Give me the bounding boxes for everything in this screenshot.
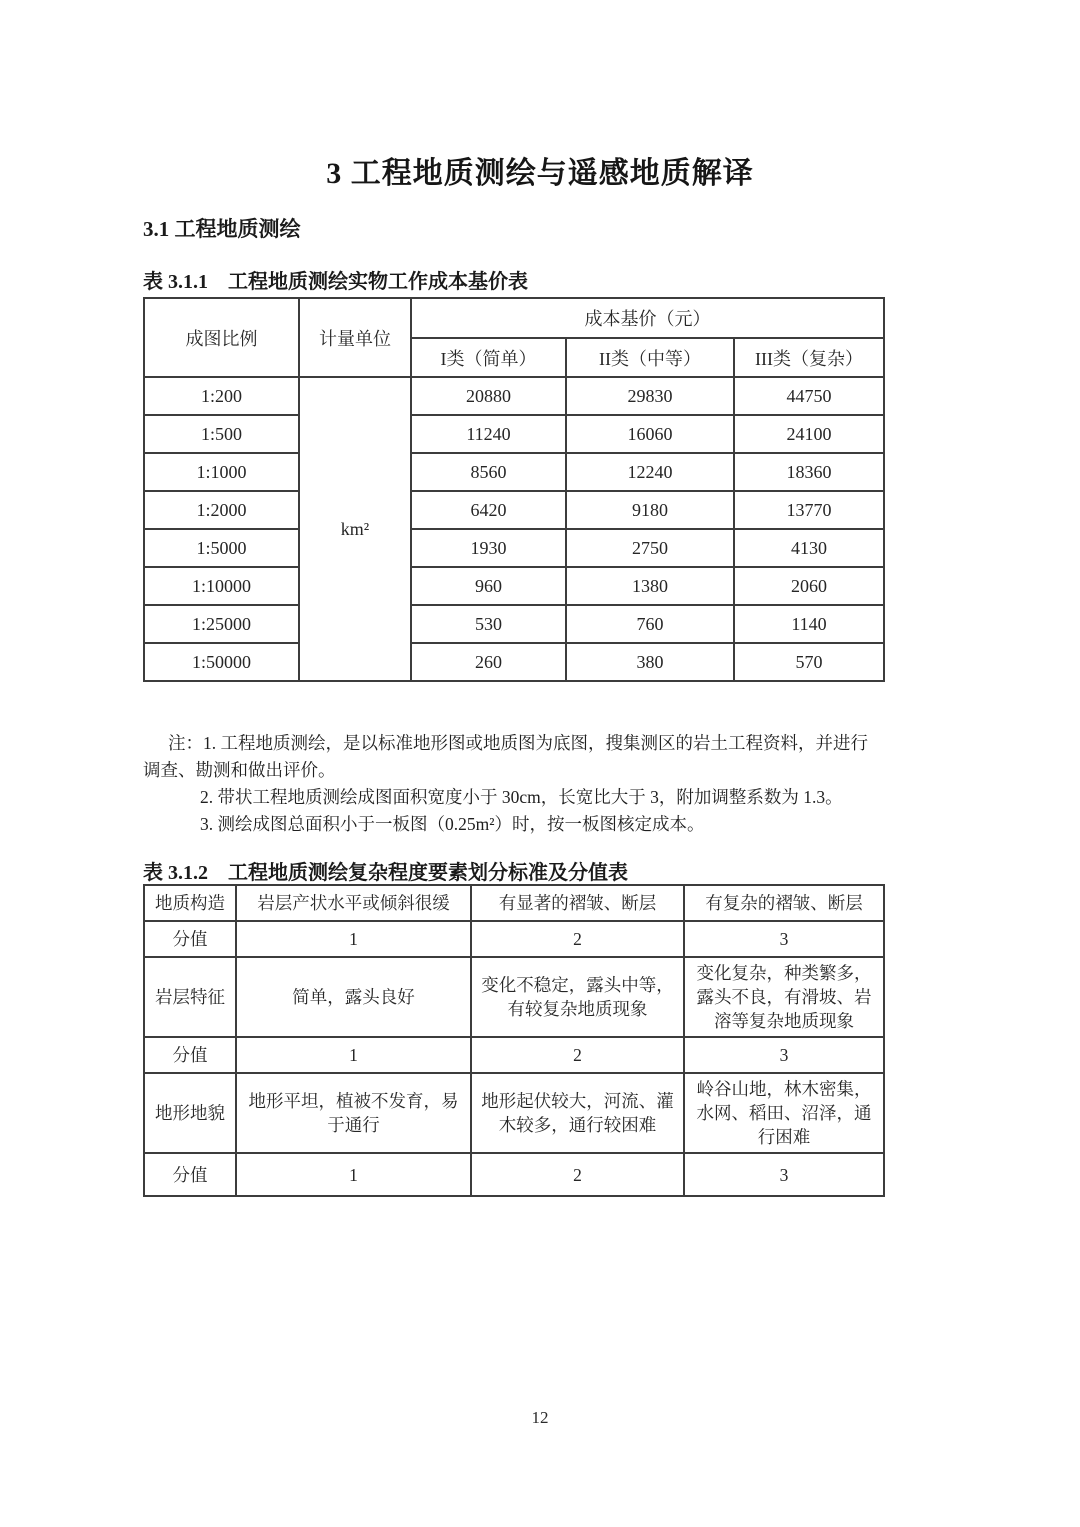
criteria-cell: 岭谷山地，林木密集，水网、稻田、沼泽，通行困难 [684,1073,884,1153]
page-title: 3 工程地质测绘与遥感地质解译 [326,157,754,190]
price-cell: 570 [734,643,884,681]
criteria-cell: 变化复杂，种类繁多，露头不良，有滑坡、岩溶等复杂地质现象 [684,957,884,1037]
price-cell: 380 [566,643,734,681]
table-row [144,415,884,453]
price-cell: 18360 [734,453,884,491]
criteria-cell: 地形平坦，植被不发育，易于通行 [236,1073,471,1153]
price-cell: 1140 [734,605,884,643]
criteria-cell: 有复杂的褶皱、断层 [684,885,884,921]
score-cell: 3 [684,1153,884,1196]
scale-cell: 1:50000 [144,643,299,681]
table-row [144,643,884,681]
price-cell: 13770 [734,491,884,529]
note-line-2: 2. 带状工程地质测绘成图面积宽度小于 30cm，长宽比大于 3，附加调整系数为 1.3。 [200,787,843,807]
factor-label-cell: 岩层特征 [144,957,236,1037]
score-cell: 1 [236,1037,471,1073]
table-row [144,453,884,491]
price-cell: 260 [411,643,566,681]
table1-header-cost-group: 成本基价（元） [411,298,884,338]
factor-label-cell: 分值 [144,1037,236,1073]
table-row [144,1153,884,1196]
price-cell: 960 [411,567,566,605]
price-cell: 12240 [566,453,734,491]
price-cell: 760 [566,605,734,643]
factor-label-cell: 分值 [144,1153,236,1196]
price-cell: 20880 [411,377,566,415]
section-heading: 3.1 工程地质测绘 [143,217,301,241]
complexity-criteria-table [143,884,885,1197]
factor-label-cell: 地质构造 [144,885,236,921]
scale-cell: 1:5000 [144,529,299,567]
price-cell: 4130 [734,529,884,567]
unit-cell: km² [299,377,411,681]
criteria-cell: 变化不稳定，露头中等，有较复杂地质现象 [471,957,684,1037]
score-cell: 2 [471,1153,684,1196]
table-row [144,921,884,957]
table-row [144,1073,884,1153]
note-line-3: 3. 测绘成图总面积小于一板图（0.25m²）时，按一板图核定成本。 [200,814,705,834]
note-line-1: 注：1. 工程地质测绘，是以标准地形图或地质图为底图，搜集测区的岩土工程资料，并进行 [168,733,868,753]
table1-header-scale: 成图比例 [144,298,299,377]
scale-cell: 1:1000 [144,453,299,491]
score-cell: 2 [471,921,684,957]
scale-cell: 1:10000 [144,567,299,605]
criteria-cell: 地形起伏较大，河流、灌木较多，通行较困难 [471,1073,684,1153]
table-row [144,605,884,643]
price-cell: 11240 [411,415,566,453]
scale-cell: 1:25000 [144,605,299,643]
price-cell: 24100 [734,415,884,453]
table1-notes [143,730,955,838]
price-cell: 2750 [566,529,734,567]
price-cell: 29830 [566,377,734,415]
price-cell: 44750 [734,377,884,415]
table2-caption: 表 3.1.2 工程地质测绘复杂程度要素划分标准及分值表 [143,862,628,884]
table-row [144,377,884,415]
price-cell: 2060 [734,567,884,605]
price-cell: 1380 [566,567,734,605]
score-cell: 1 [236,921,471,957]
scale-cell: 1:200 [144,377,299,415]
table1-header-class1: I类（简单） [411,338,566,377]
table-row [144,567,884,605]
page-number: 12 [531,1408,549,1427]
scale-cell: 1:500 [144,415,299,453]
criteria-cell: 简单，露头良好 [236,957,471,1037]
factor-label-cell: 地形地貌 [144,1073,236,1153]
score-cell: 2 [471,1037,684,1073]
price-cell: 9180 [566,491,734,529]
price-cell: 1930 [411,529,566,567]
price-cell: 8560 [411,453,566,491]
score-cell: 3 [684,921,884,957]
table1-header-class2: II类（中等） [566,338,734,377]
scale-cell: 1:2000 [144,491,299,529]
table1-header-class3: III类（复杂） [734,338,884,377]
table-row [144,529,884,567]
factor-label-cell: 分值 [144,921,236,957]
price-cell: 530 [411,605,566,643]
price-cell: 6420 [411,491,566,529]
price-cell: 16060 [566,415,734,453]
table1-header-unit: 计量单位 [299,298,411,377]
table-row [144,1037,884,1073]
table1-caption: 表 3.1.1 工程地质测绘实物工作成本基价表 [143,271,528,293]
table-row [144,885,884,921]
table-row [144,957,884,1037]
criteria-cell: 岩层产状水平或倾斜很缓 [236,885,471,921]
table-row [144,491,884,529]
cost-base-price-table [143,297,885,682]
note-line-1-cont: 调查、勘测和做出评价。 [143,760,336,780]
score-cell: 3 [684,1037,884,1073]
criteria-cell: 有显著的褶皱、断层 [471,885,684,921]
score-cell: 1 [236,1153,471,1196]
